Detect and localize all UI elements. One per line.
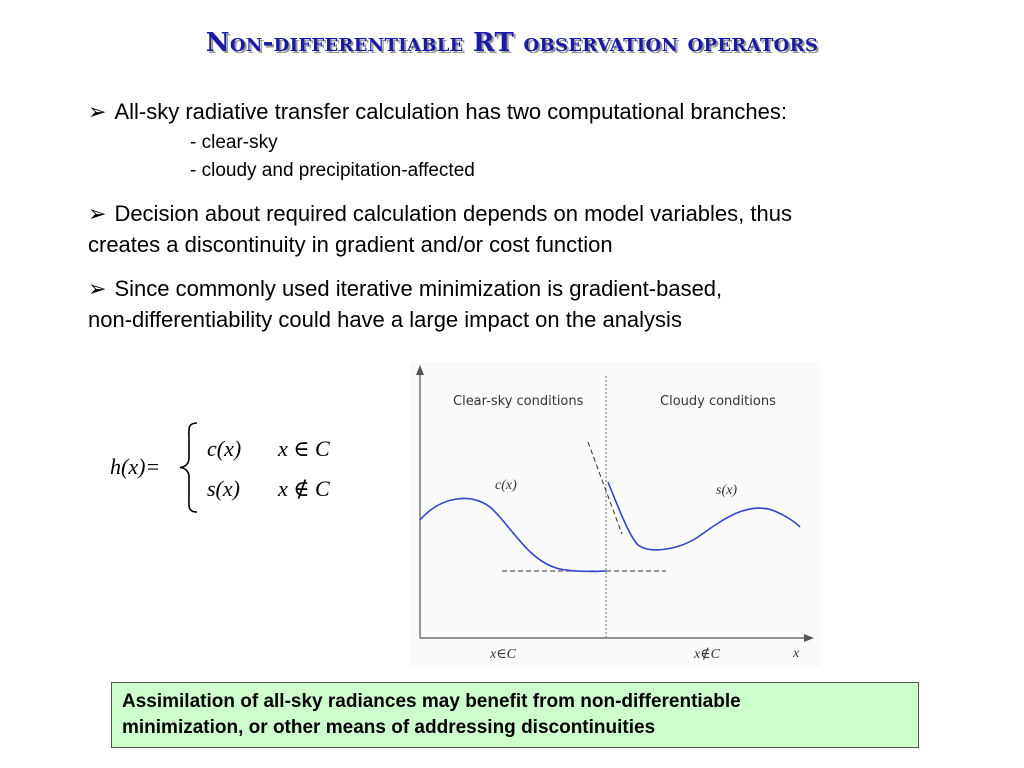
x-axis-label: x <box>793 646 800 661</box>
curve-c-label: c(x) <box>495 478 517 493</box>
arrow-bullet-icon: ➢ <box>88 276 107 301</box>
bullet-1 <box>88 96 787 127</box>
bullet-2 <box>88 198 792 260</box>
x-in-c-label: x∈C <box>490 647 516 662</box>
x-not-in-c-label: x∉C <box>694 647 720 662</box>
callout-line1: Assimilation of all-sky radiances may benefit from non-differentiable <box>122 691 741 712</box>
equation-row2-cond: x ∉ C <box>278 476 330 501</box>
discontinuity-figure <box>410 362 820 667</box>
equation-row1-cond: x ∈ C <box>278 436 330 461</box>
subitem-cloudy: - cloudy and precipitation-affected <box>190 160 475 181</box>
curve-s-label: s(x) <box>716 483 737 498</box>
x-axis-arrow-icon <box>804 634 814 642</box>
callout-line2: minimization, or other means of addressing discontinuities <box>122 717 656 738</box>
bullet-2-line1: Decision about required calculation depends on model variables, thus <box>114 201 792 226</box>
y-axis-arrow-icon <box>416 365 424 375</box>
equation-row1-expr: c(x) <box>207 436 242 461</box>
bullet-3-line2: non-differentiability could have a large impact on the analysis <box>88 307 682 332</box>
clear-sky-curve <box>420 498 606 571</box>
cloudy-region-label: Cloudy conditions <box>660 394 776 409</box>
arrow-bullet-icon: ➢ <box>88 99 107 124</box>
steep-tangent <box>588 442 622 534</box>
bullet-3-line1: Since commonly used iterative minimization is gradient-based, <box>114 276 723 301</box>
bullet-1-text: All-sky radiative transfer calculation has two computational branches: <box>114 99 787 124</box>
subitem-clear-sky: - clear-sky <box>190 132 278 153</box>
equation-row2-expr: s(x) <box>207 476 240 501</box>
equation-lhs: h(x)= <box>110 454 161 479</box>
clear-sky-region-label: Clear-sky conditions <box>453 394 584 409</box>
arrow-bullet-icon: ➢ <box>88 201 107 226</box>
cloudy-curve <box>608 482 800 550</box>
left-brace-icon <box>175 420 205 515</box>
conclusion-callout <box>111 682 919 748</box>
slide-title: Non-differentiable RT observation operators <box>205 28 819 58</box>
piecewise-equation <box>110 420 390 520</box>
bullet-2-line2: creates a discontinuity in gradient and/or cost function <box>88 232 613 257</box>
bullet-3 <box>88 273 722 335</box>
